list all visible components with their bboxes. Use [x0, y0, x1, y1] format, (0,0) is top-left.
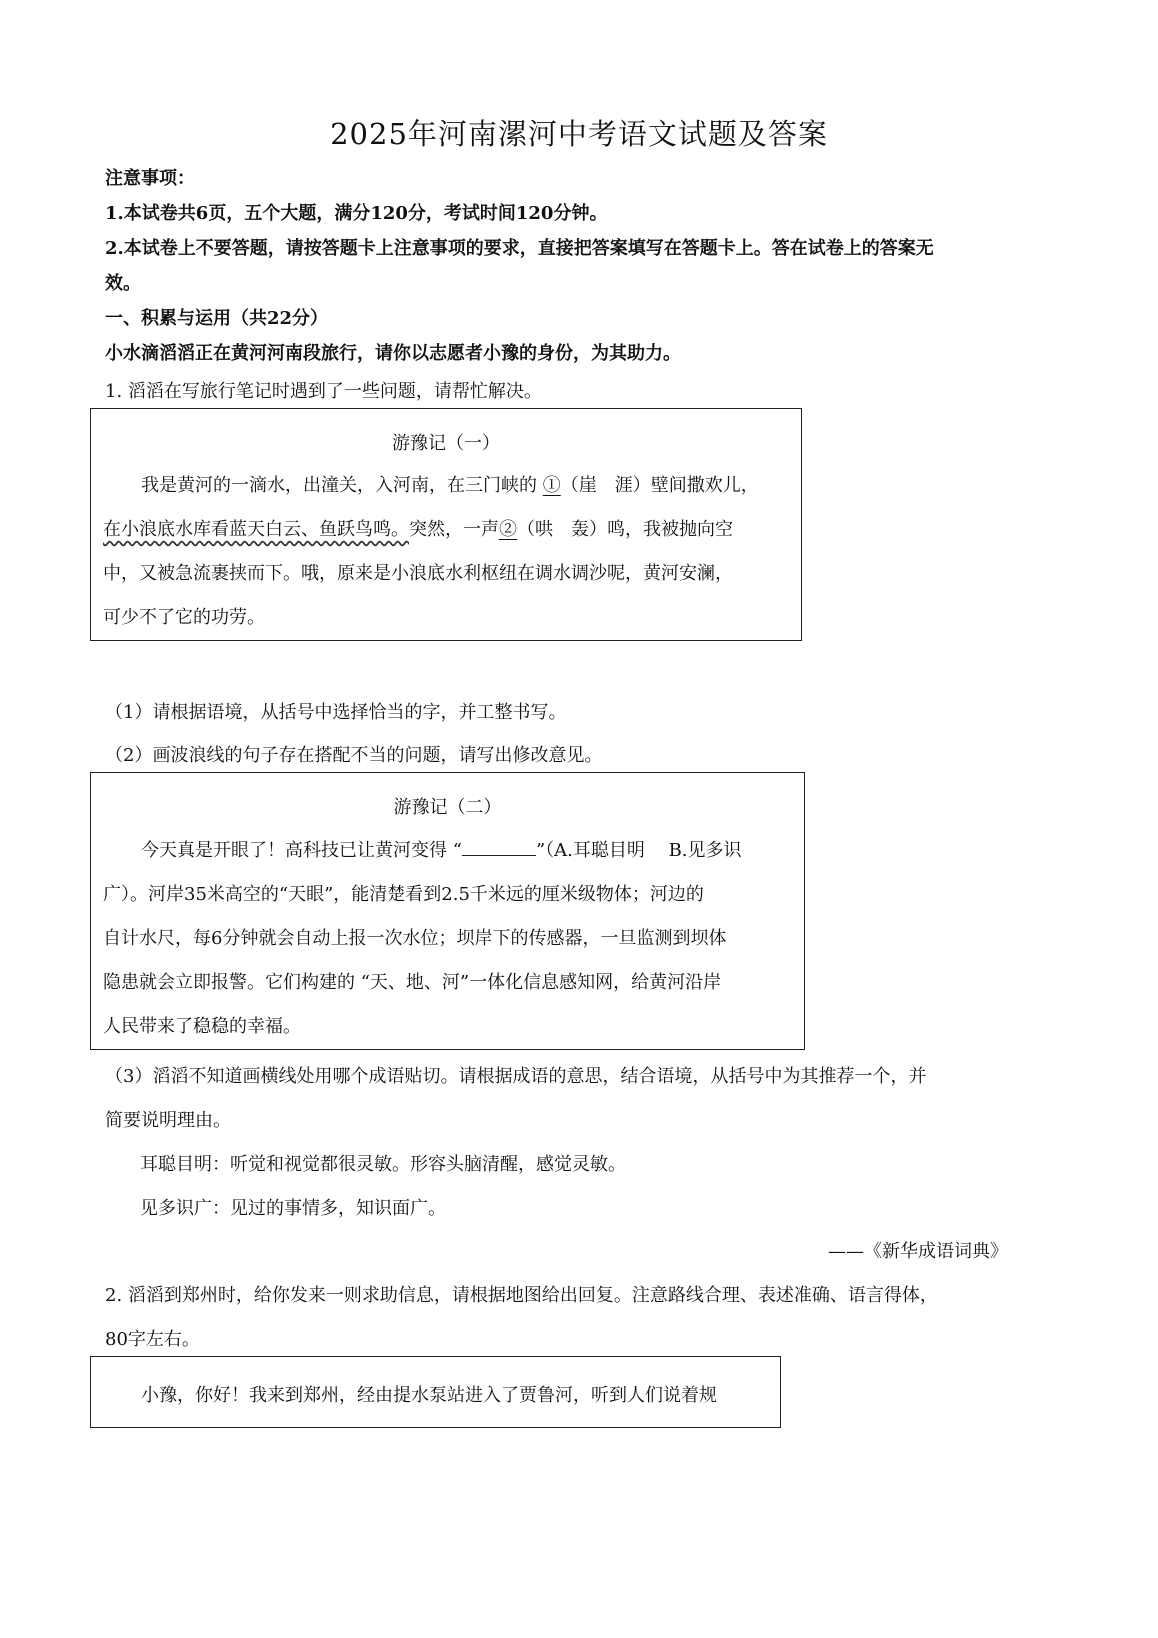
travel-note-2-line-1: 今天真是开眼了！高科技已让黄河变得 “ ”（A.耳聪目明 B.见多识	[141, 840, 742, 861]
blank-marker-2: ②	[499, 519, 517, 540]
question-2-stem-line-1: 2. 滔滔到郑州时，给你发来一则求助信息，请根据地图给出回复。注意路线合理、表述准确、语言得体，	[105, 1285, 938, 1306]
question-1-stem: 1. 滔滔在写旅行笔记时遇到了一些问题，请帮忙解决。	[105, 381, 542, 402]
travel-note-box-2	[90, 772, 805, 1050]
travel-note-1-line-3: 中，又被急流裹挟而下。哦，原来是小浪底水利枢纽在调水调沙呢，黄河安澜，	[103, 563, 733, 584]
idiom-definition-2: 见多识广：见过的事情多，知识面广。	[140, 1198, 446, 1219]
page-title: 2025年河南漯河中考语文试题及答案	[330, 117, 828, 151]
travel-note-2-line-3: 自计水尺，每6分钟就会自动上报一次水位；坝岸下的传感器，一旦监测到坝体	[103, 928, 727, 949]
travel-note-1-line-4: 可少不了它的功劳。	[103, 607, 265, 628]
notice-item-1: 1.本试卷共6页，五个大题，满分120分，考试时间120分钟。	[105, 203, 608, 224]
travel-note-2-heading: 游豫记（二）	[393, 797, 502, 818]
help-message-box	[90, 1356, 781, 1428]
travel-note-2-line-2: 广）。河岸35米高空的“天眼”，能清楚看到2.5千米远的厘米级物体；河边的	[103, 884, 704, 905]
question-1-sub-3-line-1: （3）滔滔不知道画横线处用哪个成语贴切。请根据成语的意思，结合语境，从括号中为其推荐一个，并	[105, 1066, 927, 1087]
question-1-sub-2: （2）画波浪线的句子存在搭配不当的问题，请写出修改意见。	[105, 745, 603, 766]
travel-note-box-1	[90, 408, 802, 641]
question-1-sub-1: （1）请根据语境，从括号中选择恰当的字，并工整书写。	[105, 702, 567, 723]
blank-marker-1: ①	[542, 475, 561, 496]
idiom-definition-1: 耳聪目明：听觉和视觉都很灵敏。形容头脑清醒，感觉灵敏。	[140, 1154, 626, 1175]
idiom-blank	[462, 841, 536, 856]
travel-note-1-line-1: 我是黄河的一滴水，出潼关，入河南，在三门峡的 ①（崖 涯）壁间撒欢儿，	[141, 475, 759, 496]
dictionary-source: ——《新华成语词典》	[828, 1241, 1008, 1262]
section-heading: 一、积累与运用（共22分）	[105, 308, 329, 329]
travel-note-2-line-4: 隐患就会立即报警。它们构建的 “天、地、河”一体化信息感知网，给黄河沿岸	[103, 972, 722, 993]
wavy-underlined-sentence: 在小浪底水库看蓝天白云、鱼跃鸟鸣。	[103, 519, 409, 540]
notice-item-2-line-2: 效。	[105, 273, 141, 294]
travel-note-1-heading: 游豫记（一）	[392, 433, 500, 454]
question-1-sub-3-line-2: 简要说明理由。	[105, 1110, 231, 1131]
travel-note-2-line-5: 人民带来了稳稳的幸福。	[103, 1016, 301, 1037]
section-intro: 小水滴滔滔正在黄河河南段旅行，请你以志愿者小豫的身份，为其助力。	[105, 343, 681, 364]
question-2-stem-line-2: 80字左右。	[105, 1329, 200, 1350]
travel-note-1-line-2: 在小浪底水库看蓝天白云、鱼跃鸟鸣。突然，一声②（哄 轰）鸣，我被抛向空	[103, 519, 733, 540]
notice-item-2-line-1: 2.本试卷上不要答题，请按答题卡上注意事项的要求，直接把答案填写在答题卡上。答在试卷上的答案无	[105, 238, 934, 259]
help-message-line-1: 小豫，你好！我来到郑州，经由提水泵站进入了贾鲁河，听到人们说着规	[141, 1385, 717, 1406]
notice-heading: 注意事项：	[105, 168, 195, 189]
